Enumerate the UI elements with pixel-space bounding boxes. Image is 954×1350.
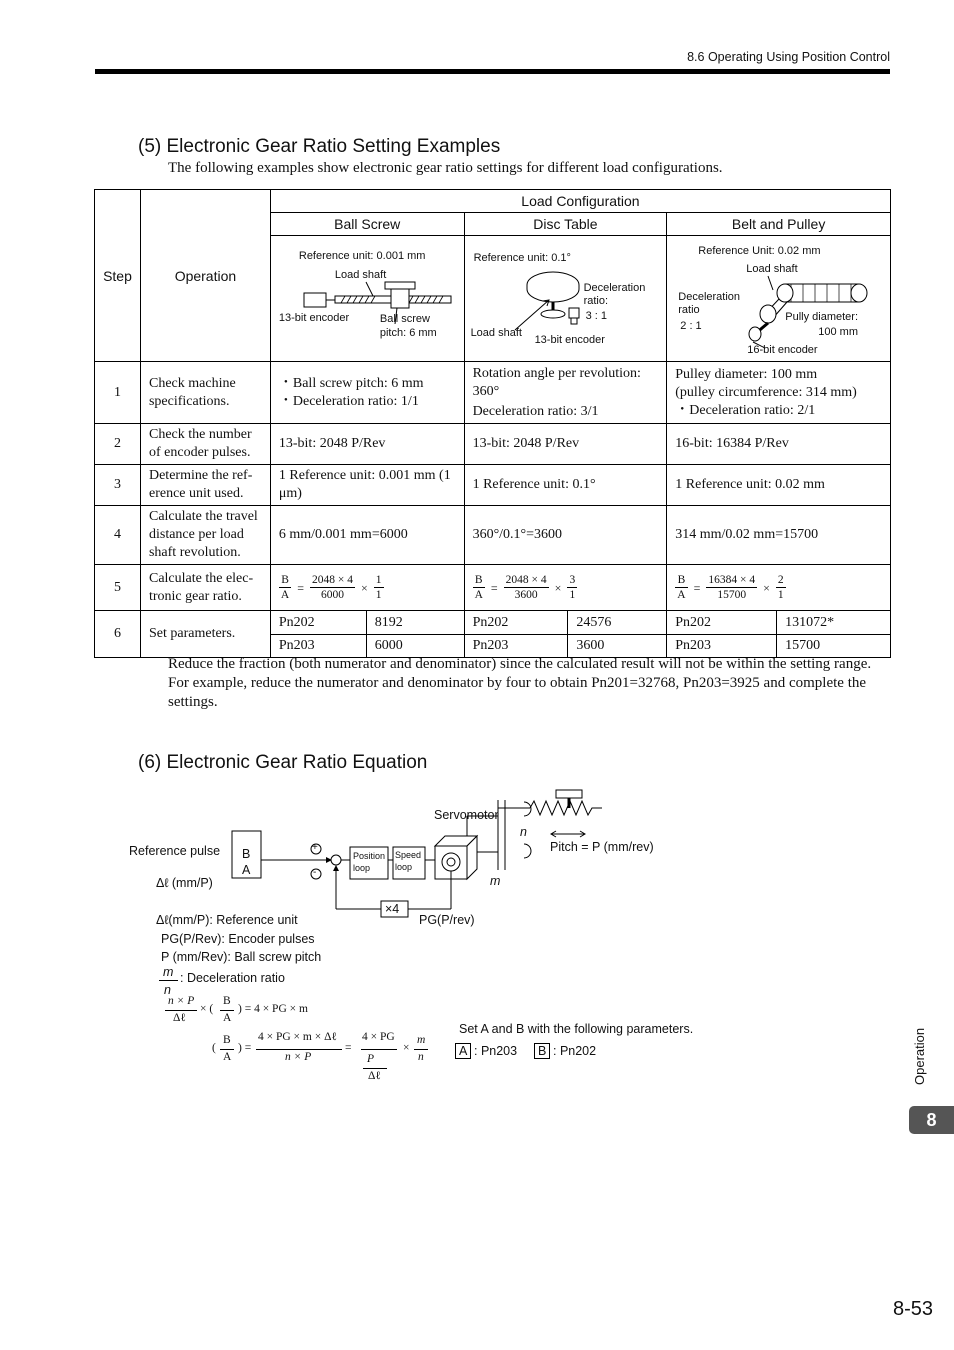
legend-screw-pitch: P (mm/Rev): Ball screw pitch [161,950,322,964]
col-belt-pulley: Belt and Pulley [667,213,891,236]
position-loop-label: Position [353,851,386,861]
speed-loop-label-2: loop [395,862,413,872]
legend-frac-n: n [164,983,171,997]
table-row: 3 Determine the ref-erence unit used. 1 Reference unit: 0.001 mm (1 μm) 1 Reference unit: 0.1° 1 Reference unit: 0.02 mm [95,465,891,506]
gear-ratio-block-diagram [0,780,700,930]
col-disc-table: Disc Table [464,213,667,236]
plus-sign: + [312,842,318,853]
gear-ratio-table [94,189,891,658]
eq2-m: m [417,1034,426,1046]
col-load-config: Load Configuration [270,190,890,213]
reduction-note: Reduce the fraction (both numerator and denominator) since the calculated result will not be within the setting range. For example, reduce the numerator and denominator by four to obtain Pn201=32768, Pn203=3925 and complete the settings. [168,656,872,710]
eq1-ba-bar [220,1010,234,1011]
legend-deceleration: : Deceleration ratio [180,971,285,985]
servomotor-label: Servomotor [434,808,499,822]
eq2-open: ( [212,1042,216,1054]
eq2-den2-top: P [367,1053,375,1065]
page-number: 8-53 [893,1298,934,1320]
param-b-value: : Pn202 [553,1044,597,1058]
eq1-a: A [223,1012,232,1024]
section6-title: (6) Electronic Gear Ratio Equation [138,752,428,773]
gear-ratio-belt: $\frac{B}{A}$ = $\frac{16384 \times 4}{15700}$ × $\frac{2}{1}$ [667,565,891,611]
ball-screw-diagram: Reference unit: 0.001 mm Load shaft 13-bit encoder Ball screw pitch: 6 mm [270,236,464,362]
eq2-bar2 [361,1049,397,1050]
eq1-den: Δℓ [173,1012,186,1024]
minus-sign: - [313,867,317,878]
section5-intro: The following examples show electronic gear ratio settings for different load configurations. [168,160,723,176]
gear-box-b: B [242,847,251,861]
eq2-bar4 [414,1049,428,1050]
pg-label: PG(P/rev) [419,913,475,927]
param-a-box: A [455,1043,471,1059]
eq1-rhs: ) = 4 × PG × m [238,1003,308,1015]
table-row: 5 Calculate the elec-tronic gear ratio. $\frac{B}{A}$ = $\frac{2048 \times 4}{6000}$ × $\frac{1}{1}$ $\frac{B}{A}$ = $\frac{2048 \times 4}{3600}$ × $\frac{3}{1}$ $\frac{B}{A}$ = $\frac{16384 \times 4}{15700}$ × $\frac{2}{1}$ [95,565,891,611]
col-operation: Operation [140,190,270,362]
eq2-bar1 [256,1049,342,1050]
section5-title: (5) Electronic Gear Ratio Setting Examples [138,136,501,157]
table-row: 4 Calculate the travel distance per load shaft revolution. 6 mm/0.001 mm=6000 360°/0.1°=3600 314 mm/0.02 mm=15700 [95,506,891,565]
table-row: 1 Check machine specifications. ・Ball screw pitch: 6 mm ・Deceleration ratio: 1/1 Rotation angle per revolution: 360° Deceleration ratio: 3/1 Pulley diameter: 100 mm (pulley circumference: 314 mm) ・Deceleration ratio: 2/1 [95,362,891,424]
eq1-b: B [223,995,231,1007]
param-b-box: B [534,1043,550,1059]
eq2-num: 4 × PG × m × Δℓ [258,1031,338,1043]
legend-frac-m: m [163,965,174,979]
eq1-bar [165,1010,197,1011]
eq2-n: n [418,1051,424,1063]
dl-unit-label: Δℓ (mm/P) [156,876,213,890]
eq1-num: n × P [168,995,195,1007]
belt-pulley-diagram: Reference Unit: 0.02 mm Load shaft Deceleration ratio 2 : 1 Pully diameter: 100 mm 16-bit encoder [667,236,891,362]
reference-pulse-label: Reference pulse [129,844,221,858]
eq2-num2: 4 × PG [362,1031,395,1043]
eq2-bar3 [363,1068,387,1069]
eq2-b: B [223,1034,231,1046]
eq2-eq2: = [345,1042,352,1054]
pitch-label: Pitch = P (mm/rev) [550,840,654,854]
side-section-label: Operation [912,1027,927,1085]
param-a-value: : Pn203 [474,1044,518,1058]
header-rule [95,69,890,74]
col-ball-screw: Ball Screw [270,213,464,236]
legend-encoder-pulses: PG(P/Rev): Encoder pulses [161,932,315,946]
table-row: Pn203 6000 Pn203 3600 Pn203 15700 [95,635,891,658]
ball-screw-icon [271,236,465,361]
eq2-den2-bot: Δℓ [368,1070,381,1082]
disc-table-diagram: Reference unit: 0.1° Deceleration ratio: 3 : 1 Load shaft 13-bit encoder [464,236,667,362]
col-step: Step [95,190,141,362]
eq2-times: × [403,1042,410,1054]
n-label: n [520,825,527,839]
gear-box-a: A [242,863,251,877]
legend-fraction-bar [159,980,178,981]
table-row: 6 Set parameters. Pn202 8192 Pn202 24576 Pn202 131072* [95,611,891,635]
eq2-ba-bar [220,1049,234,1050]
m-label: m [490,874,501,888]
eq2-a: A [223,1051,232,1063]
eq2-eq1: ) = [238,1042,252,1054]
gear-ratio-ball: $\frac{B}{A}$ = $\frac{2048 \times 4}{6000}$ × $\frac{1}{1}$ [270,565,464,611]
speed-loop-label: Speed [395,850,422,860]
running-header: 8.6 Operating Using Position Control [687,50,890,64]
gear-ratio-disc: $\frac{B}{A}$ = $\frac{2048 \times 4}{3600}$ × $\frac{3}{1}$ [464,565,667,611]
legend-ref-unit: Δℓ(mm/P): Reference unit [156,913,298,927]
chapter-tab[interactable]: 8 [909,1106,954,1134]
set-ab-text: Set A and B with the following parameters. [459,1022,694,1036]
eq2-den: n × P [285,1051,312,1063]
table-row: 2 Check the number of encoder pulses. 13-bit: 2048 P/Rev 13-bit: 2048 P/Rev 16-bit: 16384 P/Rev [95,424,891,465]
x4-label: ×4 [385,902,400,916]
position-loop-label-2: loop [353,863,371,873]
eq1-times: × ( [200,1003,214,1015]
